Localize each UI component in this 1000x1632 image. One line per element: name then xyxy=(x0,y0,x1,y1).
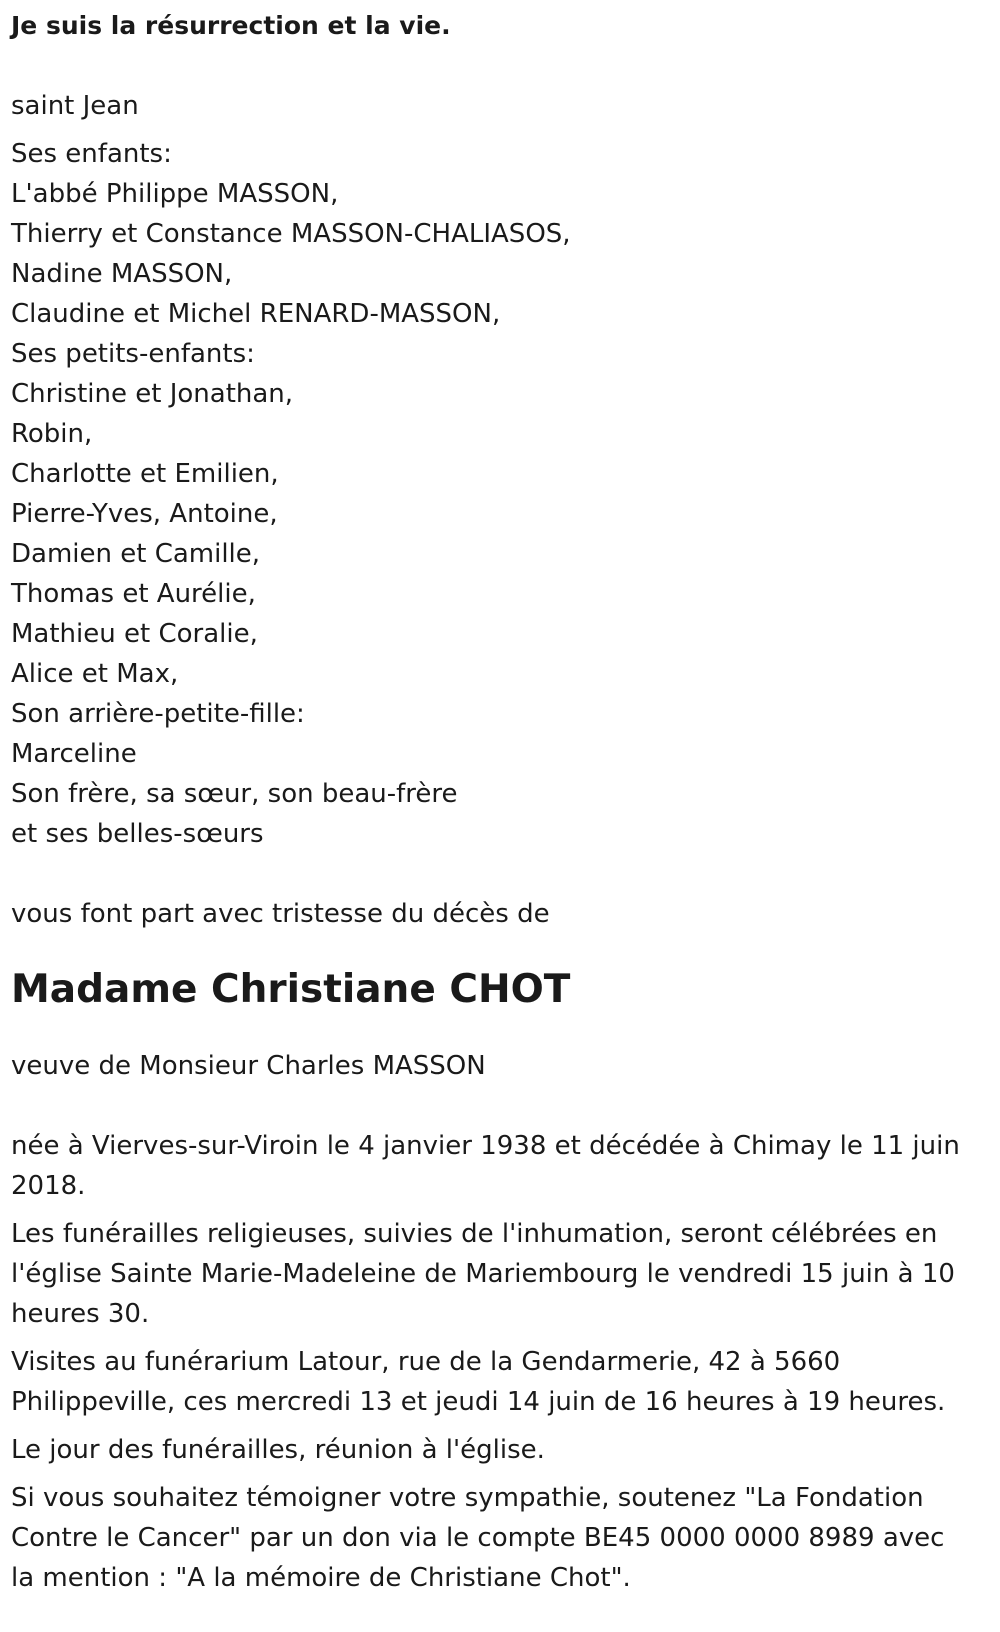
family-line: Damien et Camille, xyxy=(11,539,261,569)
family-line: Nadine MASSON, xyxy=(11,259,233,289)
family-line: Ses enfants: xyxy=(11,139,172,169)
family-line: L'abbé Philippe MASSON, xyxy=(11,179,339,209)
funeral-paragraph: Les funérailles religieuses, suivies de l'inhumation, seront célébrées en l'église Sainte Marie-Madeleine de Mariembourg le vendredi 15 juin à 10 heures 30. xyxy=(11,1219,955,1329)
donation-paragraph: Si vous souhaitez témoigner votre sympathie, soutenez "La Fondation Contre le Cancer" par un don via le compte BE45 0000 0000 8989 avec la mention : "A la mémoire de Christiane Chot". xyxy=(11,1483,945,1593)
announcement: vous font part avec tristesse du décès de xyxy=(11,899,550,929)
family-line: Marceline xyxy=(11,739,137,769)
family-line: Son arrière-petite-fille: xyxy=(11,699,305,729)
family-line: Claudine et Michel RENARD-MASSON, xyxy=(11,299,501,329)
family-line: Ses petits-enfants: xyxy=(11,339,255,369)
family-line: Charlotte et Emilien, xyxy=(11,459,279,489)
family-line: Pierre-Yves, Antoine, xyxy=(11,499,278,529)
meeting-paragraph: Le jour des funérailles, réunion à l'église. xyxy=(11,1435,545,1465)
family-line: Mathieu et Coralie, xyxy=(11,619,258,649)
family-line: Alice et Max, xyxy=(11,659,179,689)
birth-death-paragraph: née à Vierves-sur-Viroin le 4 janvier 1938 et décédée à Chimay le 11 juin 2018. xyxy=(11,1131,960,1201)
epigraph-attribution: saint Jean xyxy=(11,91,139,121)
family-line: Thierry et Constance MASSON-CHALIASOS, xyxy=(11,219,571,249)
family-line: et ses belles-sœurs xyxy=(11,819,264,849)
widow-of: veuve de Monsieur Charles MASSON xyxy=(11,1051,486,1081)
family-line: Robin, xyxy=(11,419,93,449)
deceased-name: Madame Christiane CHOT xyxy=(11,967,571,1012)
family-list xyxy=(11,134,969,854)
family-line: Son frère, sa sœur, son beau-frère xyxy=(11,779,458,809)
family-line: Thomas et Aurélie, xyxy=(11,579,256,609)
family-line: Christine et Jonathan, xyxy=(11,379,294,409)
epigraph: Je suis la résurrection et la vie. xyxy=(11,11,451,40)
visits-paragraph: Visites au funérarium Latour, rue de la Gendarmerie, 42 à 5660 Philippeville, ces mercredi 13 et jeudi 14 juin de 16 heures à 19 heures. xyxy=(11,1347,946,1417)
